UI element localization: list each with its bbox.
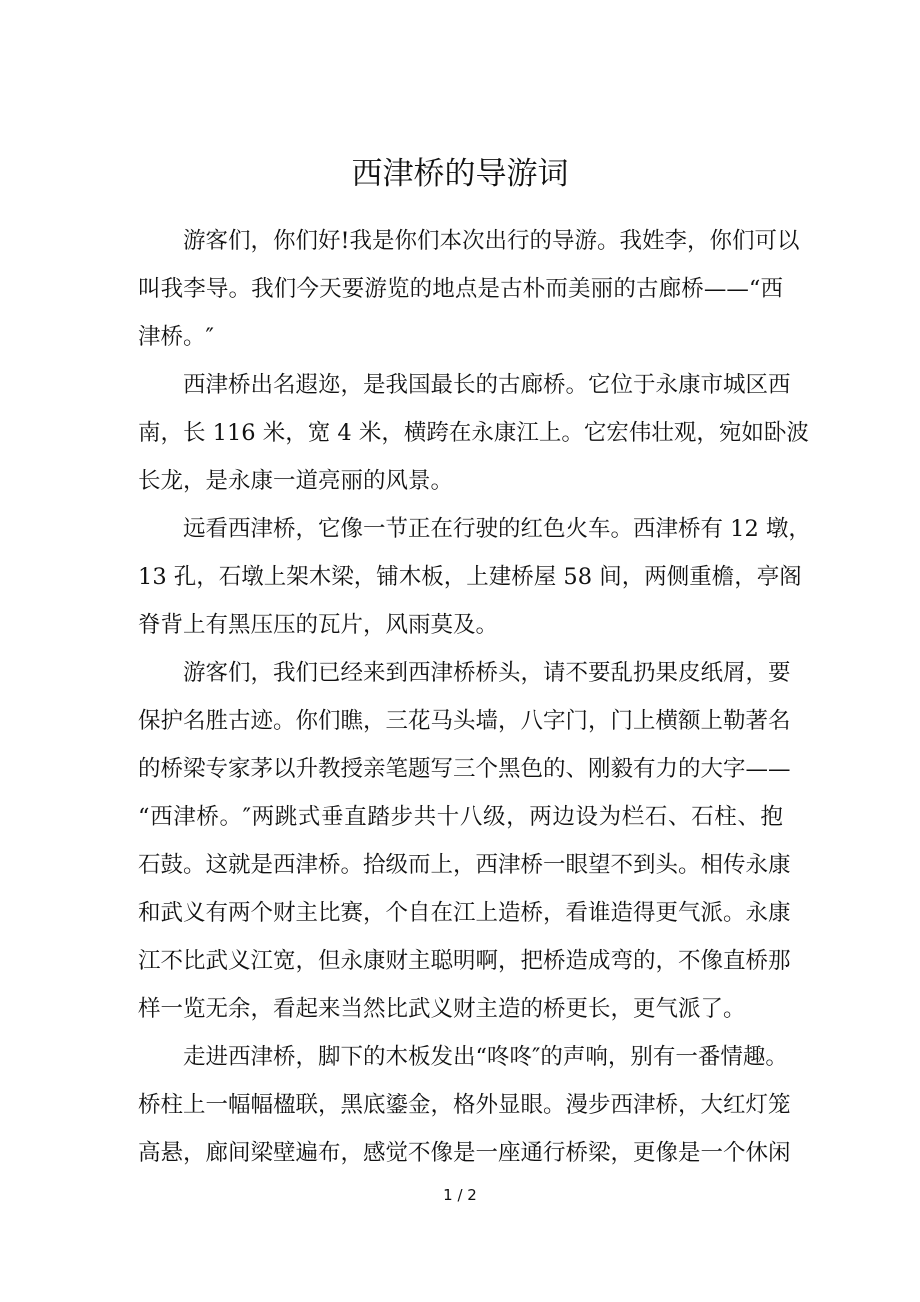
paragraph-line: 远看西津桥，它像一节正在行驶的红色火车。西津桥有 12 墩， (183, 516, 811, 542)
paragraph-line: “西津桥。″两跳式垂直踏步共十八级，两边设为栏石、石柱、抱 (138, 804, 783, 830)
paragraph-line: 津桥。″ (138, 324, 214, 350)
paragraph-line: 叫我李导。我们今天要游览的地点是古朴而美丽的古廊桥——“西 (138, 276, 783, 302)
paragraph-line: 13 孔，石墩上架木梁，铺木板，上建桥屋 58 间，两侧重檐，亭阁 (138, 564, 802, 590)
paragraph-line: 走进西津桥，脚下的木板发出“咚咚″的声响，别有一番情趣。 (183, 1044, 788, 1070)
paragraph-line: 石鼓。这就是西津桥。拾级而上，西津桥一眼望不到头。相传永康 (138, 852, 791, 878)
paragraph-line: 西津桥出名遐迩，是我国最长的古廊桥。它位于永康市城区西 (183, 372, 791, 398)
paragraph-line: 保护名胜古迹。你们瞧，三花马头墙，八字门，门上横额上勒著名 (138, 708, 791, 734)
paragraph-line: 脊背上有黑压压的瓦片，风雨莫及。 (138, 612, 499, 638)
paragraph-line: 高悬，廊间梁壁遍布，感觉不像是一座通行桥梁，更像是一个休闲 (138, 1140, 791, 1166)
paragraph-line: 江不比武义江宽，但永康财主聪明啊，把桥造成弯的，不像直桥那 (138, 948, 791, 974)
paragraph-line: 样一览无余，看起来当然比武义财主造的桥更长，更气派了。 (138, 996, 746, 1022)
paragraph-line: 游客们，你们好!我是你们本次出行的导游。我姓李，你们可以 (183, 228, 800, 254)
paragraph-line: 的桥梁专家茅以升教授亲笔题写三个黑色的、刚毅有力的大字—— (138, 756, 791, 782)
document-title: 西津桥的导游词 (351, 156, 569, 192)
paragraph-line: 长龙，是永康一道亮丽的风景。 (138, 468, 454, 494)
paragraph-line: 南，长 116 米，宽 4 米，横跨在永康江上。它宏伟壮观，宛如卧波 (138, 420, 809, 446)
paragraph-line: 桥柱上一幅幅楹联，黑底鎏金，格外显眼。漫步西津桥，大红灯笼 (138, 1092, 791, 1118)
page-number: 1 / 2 (443, 1186, 477, 1204)
paragraph-line: 游客们，我们已经来到西津桥桥头，请不要乱扔果皮纸屑，要 (183, 660, 791, 686)
paragraph-line: 和武义有两个财主比赛，个自在江上造桥，看谁造得更气派。永康 (138, 900, 791, 926)
